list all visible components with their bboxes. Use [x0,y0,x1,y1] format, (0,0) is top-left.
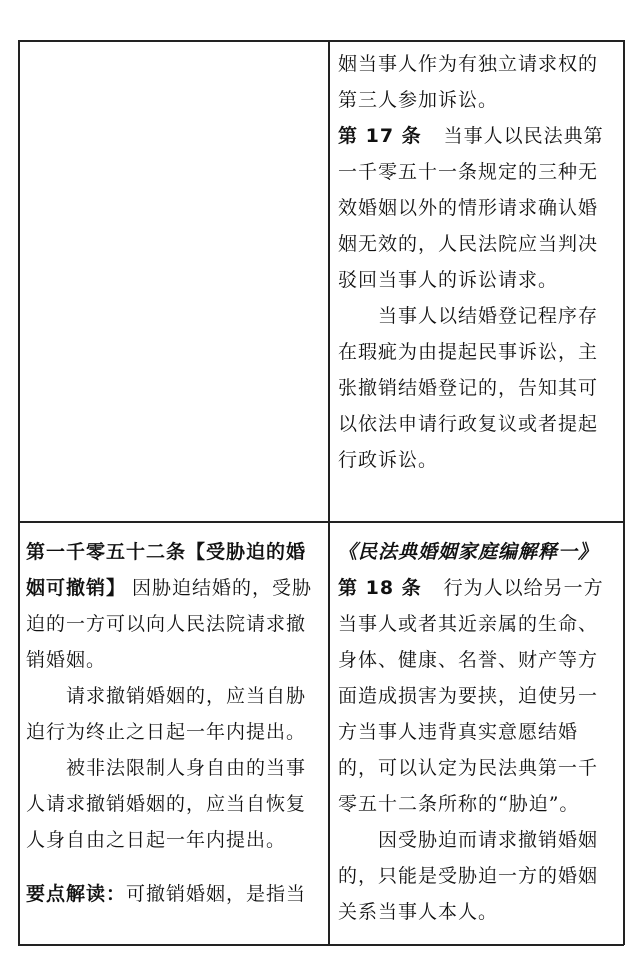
article-17-first-line [338,118,622,154]
interpretation-title: 《民法典婚姻家庭编解释一》 [338,541,599,563]
article-1052-heading: 第一千零五十二条【受胁迫的婚 [26,541,307,563]
text-line: 人身自由之日起一年内提出。 [26,829,287,851]
text-line: 销婚姻。 [26,649,107,671]
article-17-label: 第 17 条 [338,125,422,147]
text-line: 身体、健康、名誉、财产等方 [338,649,599,671]
text-line: 第三人参加诉讼。 [338,89,499,111]
article-18-first-line [338,570,622,606]
text-line: 效婚姻以外的情形请求确认婚 [338,197,599,219]
text-line: 面造成损害为要挟，迫使另一 [338,685,599,707]
key-point-line [26,876,326,912]
text-line: 可撤销婚姻，是指当 [126,883,307,905]
article-1052-heading-end: 姻可撤销】 [26,577,127,599]
text-line: 方当事人违背真实意愿结婚 [338,721,579,743]
text-line: 零五十二条所称的“胁迫”。 [338,793,580,815]
text-line: 迫的一方可以向人民法院请求撤 [26,613,307,635]
text-line: 驳回当事人的诉讼请求。 [338,269,559,291]
text-line: 被非法限制人身自由的当事 [66,757,307,779]
text-line: 关系当事人本人。 [338,901,499,923]
text-line: 以依法申请行政复议或者提起 [338,413,599,435]
text-line: 迫行为终止之日起一年内提出。 [26,721,307,743]
table-column-divider [328,40,330,945]
text-line: 请求撤销婚姻的，应当自胁 [66,685,307,707]
article-1052-line [26,570,326,606]
text-line: 张撤销结婚登记的，告知其可 [338,377,599,399]
cell-bottom-left [26,534,326,912]
article-18-label: 第 18 条 [338,577,422,599]
cell-top-right [338,46,622,478]
cell-bottom-right [338,534,622,930]
text-line: 行政诉讼。 [338,449,439,471]
text-line: 在瑕疵为由提起民事诉讼，主 [338,341,599,363]
table-border-right [623,40,625,945]
text-line: 因受胁迫而请求撤销婚姻 [378,829,599,851]
text-line: 的，只能是受胁迫一方的婚姻 [338,865,599,887]
text-line: 因胁迫结婚的，受胁 [132,577,313,599]
text-line: 行为人以给另一方 [443,577,604,599]
text-line: 一千零五十一条规定的三种无 [338,161,599,183]
key-point-label: 要点解读： [26,883,127,905]
cell-top-left-empty [20,42,326,520]
table-row-divider [18,521,624,523]
text-line: 人请求撤销婚姻的，应当自恢复 [26,793,307,815]
text-line: 姻无效的，人民法院应当判决 [338,233,599,255]
text-line: 当事人或者其近亲属的生命、 [338,613,599,635]
text-line: 当事人以结婚登记程序存 [378,305,599,327]
table-border-bottom [18,944,624,946]
text-line: 姻当事人作为有独立请求权的 [338,53,599,75]
text-line: 的，可以认定为民法典第一千 [338,757,599,779]
text-line: 当事人以民法典第 [443,125,604,147]
